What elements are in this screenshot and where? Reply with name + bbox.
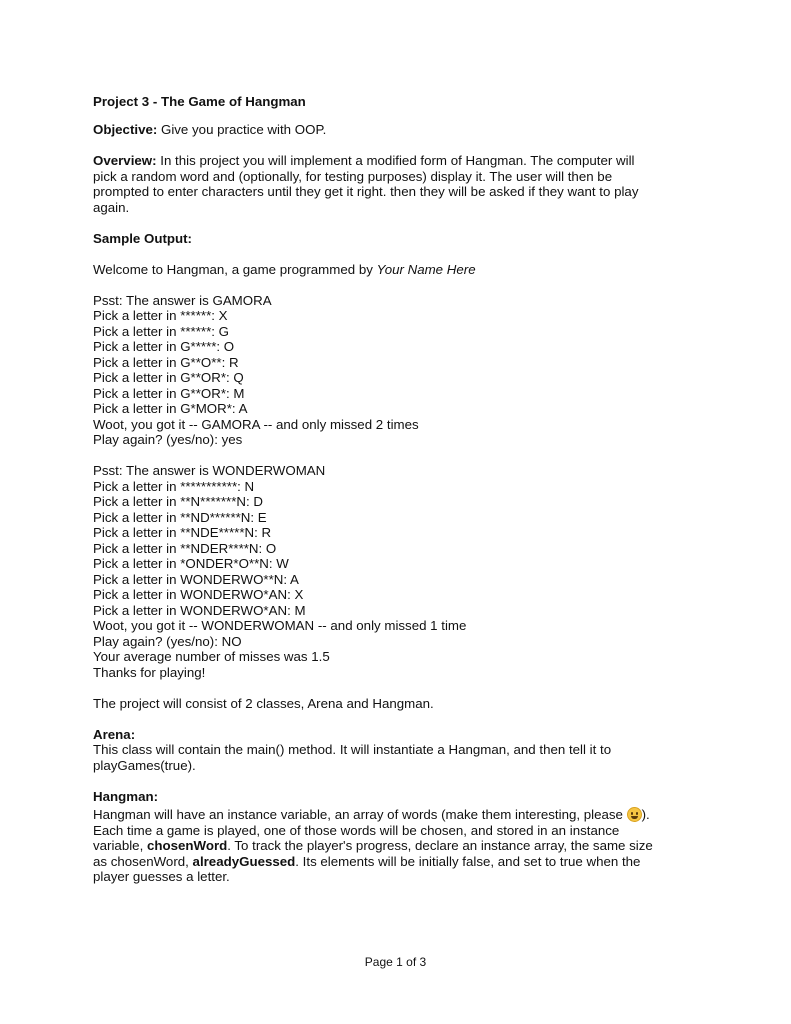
classes-intro: The project will consist of 2 classes, Arena and Hangman.	[93, 695, 434, 711]
output-line: Psst: The answer is GAMORA	[93, 292, 272, 308]
arena-line: This class will contain the main() method. It will instantiate a Hangman, and then tell it to	[93, 742, 612, 757]
chosen-word-term: chosenWord	[146, 838, 228, 853]
hangman-line	[93, 854, 713, 870]
output-line: Your average number of misses was 1.5	[93, 649, 330, 664]
welcome-text: Welcome to Hangman, a game programmed by	[93, 261, 377, 277]
output-line: Pick a letter in G*****: O	[93, 339, 235, 354]
game1-output	[93, 293, 713, 448]
objective-line	[93, 122, 713, 138]
objective-label: Objective:	[93, 122, 158, 137]
overview-line: In this project you will implement a modified form of Hangman. The computer will	[156, 153, 635, 168]
hangman-text: . Its elements will be initially false, and set to true when the	[295, 853, 641, 869]
output-line: Pick a letter in G**OR*: M	[93, 385, 245, 401]
game2-output	[93, 463, 713, 680]
hangman-text: Hangman will have an instance variable, an array of words (make them interesting, please	[93, 807, 627, 822]
output-line: Pick a letter in ******: X	[93, 308, 228, 323]
overview-line: again.	[93, 199, 130, 215]
output-line: Pick a letter in *ONDER*O**N: W	[93, 556, 289, 571]
hangman-line	[93, 838, 713, 854]
arena-line: playGames(true).	[93, 757, 196, 773]
hangman-heading: Hangman:	[93, 788, 159, 804]
output-line: Pick a letter in **ND******N: E	[93, 509, 267, 525]
output-line: Pick a letter in WONDERWO**N: A	[93, 571, 299, 587]
overview-line: pick a random word and (optionally, for testing purposes) display it. The user will then be	[93, 168, 613, 184]
output-line: Pick a letter in G*MOR*: A	[93, 401, 248, 416]
already-guessed-term: alreadyGuessed	[192, 853, 296, 869]
arena-section	[93, 727, 713, 774]
hangman-text: as chosenWord,	[93, 853, 193, 869]
arena-heading: Arena:	[93, 726, 136, 742]
welcome-line	[93, 262, 713, 278]
output-line: Pick a letter in WONDERWO*AN: X	[93, 587, 304, 602]
output-line: Woot, you got it -- GAMORA -- and only missed 2 times	[93, 416, 419, 432]
sample-output-heading: Sample Output:	[93, 230, 192, 246]
output-line: Thanks for playing!	[93, 664, 206, 680]
output-line: Pick a letter in ***********: N	[93, 478, 255, 494]
output-line: Pick a letter in G**O**: R	[93, 354, 239, 370]
overview-line: prompted to enter characters until they get it right. then they will be asked if they want to play	[93, 184, 639, 199]
overview-label: Overview:	[93, 153, 157, 168]
output-line: Pick a letter in G**OR*: Q	[93, 370, 244, 385]
hangman-text: ).	[641, 807, 650, 822]
output-line: Play again? (yes/no): yes	[93, 432, 243, 447]
objective-text: Give you practice with OOP.	[157, 122, 327, 137]
author-name: Your Name Here	[376, 261, 476, 277]
hangman-line	[93, 807, 713, 823]
output-line: Pick a letter in **N*******N: D	[93, 494, 263, 509]
hangman-text: . To track the player's progress, declare an instance array, the same size	[227, 838, 653, 853]
output-line: Pick a letter in **NDE*****N: R	[93, 525, 272, 540]
hangman-line: player guesses a letter.	[93, 869, 230, 884]
document-page	[93, 94, 713, 885]
hangman-text: variable,	[93, 838, 147, 853]
page-title: Project 3 - The Game of Hangman	[93, 94, 306, 109]
overview-paragraph	[93, 153, 713, 215]
hangman-line: Each time a game is played, one of those words will be chosen, and stored in an instance	[93, 822, 620, 838]
output-line: Pick a letter in **NDER****N: O	[93, 540, 277, 556]
output-line: Pick a letter in ******: G	[93, 323, 229, 339]
output-line: Psst: The answer is WONDERWOMAN	[93, 463, 326, 478]
hangman-section	[93, 789, 713, 885]
output-line: Play again? (yes/no): NO	[93, 633, 242, 649]
smiley-icon	[627, 807, 642, 822]
output-line: Woot, you got it -- WONDERWOMAN -- and only missed 1 time	[93, 618, 467, 633]
output-line: Pick a letter in WONDERWO*AN: M	[93, 602, 306, 618]
page-number: Page 1 of 3	[364, 955, 427, 969]
